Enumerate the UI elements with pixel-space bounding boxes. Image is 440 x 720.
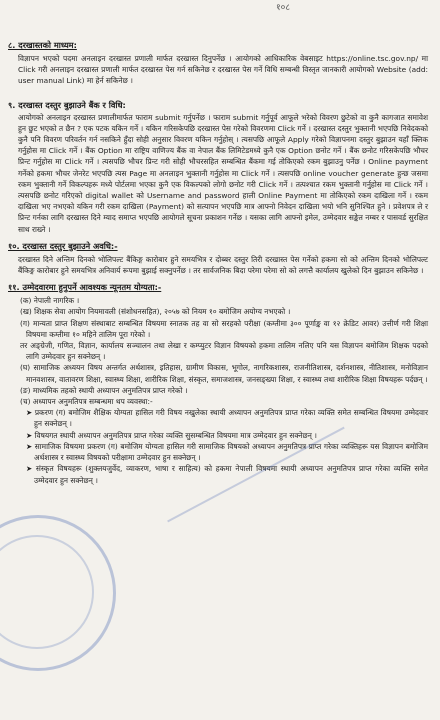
- list-subitem: ➤ प्रकरण (ग) बमोजिम शैक्षिक योग्यता हासिल गरी विषय नखुलेका स्थायी अध्यापन अनुमतिपत्र प्राप्त गरेका व्यक्ति समेत सम्बन्धित विषयमा उम्मेदवार हुन सक्नेछन् ।: [26, 408, 428, 429]
- list-item: (च) अध्यापन अनुमतिपत्र सम्बन्धमा थप व्यवस्था:-: [20, 397, 153, 407]
- top-mark: १०८: [275, 3, 290, 13]
- section-11-title: ११. उम्मेदवारमा हुनुपर्ने आवश्यक न्यूनतम योग्यता:-: [8, 282, 162, 293]
- list-item: (ग) मान्यता प्राप्त शिक्षण संस्थाबाट सम्बन्धित विषयमा स्नातक तह वा सो सरहको परीक्षा (कम्तीमा ३०० पूर्णाङ्क वा १२ क्रेडिट आवर) उत्तीर्ण गरी शिक्षा विषयमा कम्तीमा १० महिने तालिम पूरा गरेको ।: [20, 318, 428, 339]
- list-item: (ङ) माध्यमिक तहको स्थायी अध्यापन अनुमतिपत्र प्राप्त गरेको ।: [20, 385, 188, 395]
- list-item: (ख) शिक्षक सेवा आयोग नियमावली (संशोधनसहित), २०५७ को नियम १० बमोजिम अयोग्य नभएको ।: [20, 307, 291, 317]
- section-10-title: १०. दरखास्त दस्तुर बुझाउने अवधि:-: [8, 240, 118, 251]
- section-9-body: आयोगको अनलाइन दरखास्त प्रणालीमार्फत फाराम submit गर्नुपर्नेछ । फाराम submit गर्नुपूर्व आफूले भरेको विवरण छुटेको वा कुनै कागजात समावेश हुन छुट भएको त छैन ? एक पटक यकिन गर्ने । यकिन गरिसकेपछि दरखास्त पेस गरेको विवरणमा Click गर्ने । दरखास्त दस्तुर भुक्तानी भएपछि निवेदकको कुनै पनि विवरण परिवर्तन गर्न नसकिने हुँदा सोही अनुसार विवरण यकिन गर्नुहोस् । त्यसपछि आफूले Apply गरेको विज्ञापनमा दस्तुर बुझाउन यहाँ क्लिक गर्नुहोस मा Click गर्ने । बैंक Option मा राष्ट्रिय वाणिज्य बैंक वा नेपाल बैंक लिमिटेडमध्ये कुनै एक Option छनोट गर्ने । बैंक छनोट गरिसकेपछि भौचर प्रिन्ट गर्नुहोस मा Click गर्ने । त्यसपछि भौचर प्रिन्ट गरी सोही भौचरसहित सम्बन्धित बैंकमा गई तोकिएको रकम बुझाउनु पर्नेछ । Online payment गर्नेको हकमा भौचर जेनरेट भएपछि त्यस Page मा अनलाइन भुक्तानी गर्नुहोस मा Click गर्ने । त्यसपछि online voucher generate हुन्छ जसमा रकम भुक्तानी गर्ने विकल्पहरू मध्ये पोर्टलमा भएका कुनै एक विकल्पको लोगो छनोट गरी Click गर्ने । तत्पश्चात रकम भुक्तानी गर्नुहोस मा Click गर्ने । त्यसपछि छनोट गरिएको digital wallet को Username and password हाली Online Payment मा तोकिएको रकम दाखिला गर्ने । रकम दाखिला भए नभएको यकिन गरी रकम दाखिला (Payment) को सत्यापन भएपछि मात्र आफ्नो निवेदन दाखिला भयो भनि सुनिश्चित हुने । प्रवेशपत्र ले र प्रिन्ट गर्नका लागि दरखास्त दिने म्याद समाप्त भएपछि आयोगले सूचना प्रकाशन गर्नेछ । यसका लागि आफ्नो इमेल, उम्मेदवार सङ्केत नम्बर र पासवर्ड सुरक्षित साथ राख्ने ।: [18, 112, 428, 234]
- list-subitem: ➤ विषयगत स्थायी अध्यापन अनुमतिपत्र प्राप्त गरेका व्यक्ति सुसम्बन्धित विषयमा मात्र उम्मेदवार हुन सक्नेछन् ।: [26, 430, 317, 440]
- section-8-title: ८. दरखास्तको माध्यम:: [8, 40, 77, 50]
- section-9-title: ९. दरखास्त दस्तुर बुझाउने बैंक र विधि:: [8, 99, 126, 110]
- list-item: तर अङ्ग्रेजी, गणित, विज्ञान, कार्यालय सञ्चालन तथा लेखा र कम्प्युटर विज्ञान विषयको हकमा तालिम नलिए पनि यस विज्ञापन बमोजिम शिक्षक पदको लागि उम्मेदवार हुन सक्नेछन् ।: [20, 341, 428, 362]
- list-item: (घ) सामाजिक अध्ययन विषय अन्तर्गत अर्थशास्त्र, इतिहास, ग्रामीण विकास, भूगोल, नागरिकशास्त्र, राजनीतिशास्त्र, दर्शनशास्त्र, नीतिशास्त्र, मनोविज्ञान मानवशास्त्र, वातावरण शिक्षा, स्वास्थ्य शिक्षा, शारीरिक शिक्षा, संस्कृत, समाजशास्त्र, जनसङ्ख्या शिक्षा, र स्वास्थ्य तथा शारीरिक शिक्षा विषयहरू पर्दछन् ।: [20, 363, 428, 384]
- section-8-body: विज्ञापन भएको पदमा अनलाइन दरखास्त प्रणाली मार्फत दरखास्त दिनुपर्नेछ । आयोगको आधिकारिक वेबसाइट https://online.tsc.gov.np/ मा Click गरी अनलाइन दरखास्त प्रणाली मार्फत दरखास्त पेस गर्न सकिनेछ र दरखास्त पेस गर्ने विधि सम्बन्धी विस्तृत जानकारी आयोगको Website (add: user manual Link) मा हेर्न सकिनेछ ।: [18, 54, 428, 86]
- list-subitem: ➤ सामाजिक विषयमा प्रकरण (ग) बमोजिम योग्यता हासिल गरी सामाजिक विषयको अध्यापन अनुमतिपत्र प्राप्त गरेका व्यक्तिहरू यस विज्ञापन बमोजिम अर्थशास्त्र र स्वास्थ्य विषयको परीक्षामा उम्मेदवार हुन सक्नेछन् ।: [26, 441, 428, 463]
- section-10-body: दरखास्त दिने अन्तिम दिनको भोलिपल्ट बैंकिङ्ग कारोबार हुने समयभित्र र दोब्बर दस्तुर तिरी दरखास्त पेस गर्नेको हकमा सो को अन्तिम दिनको भोलिपल्ट बैंकिङ्ग कारोबार हुने समयभित्र अनिवार्य रूपमा बुझाई सक्नुपर्नेछ । तर सार्वजनिक बिदा परेमा परेमा सो को लगत्तै कार्यालय खुलेको दिन बुझाउन सकिनेछ ।: [18, 254, 428, 276]
- list-item: (क) नेपाली नागरिक ।: [20, 296, 80, 306]
- list-subitem: ➤ संस्कृत विषयहरू (शुक्लयजुर्वेद, व्याकरण, भाषा र साहित्य) को हकमा नेपाली विषयमा स्थायी अध्यापन अनुमतिपत्र प्राप्त गरेका व्यक्ति समेत उम्मेदवार हुन सक्नेछन् ।: [26, 464, 428, 485]
- qualification-list: [8, 295, 428, 485]
